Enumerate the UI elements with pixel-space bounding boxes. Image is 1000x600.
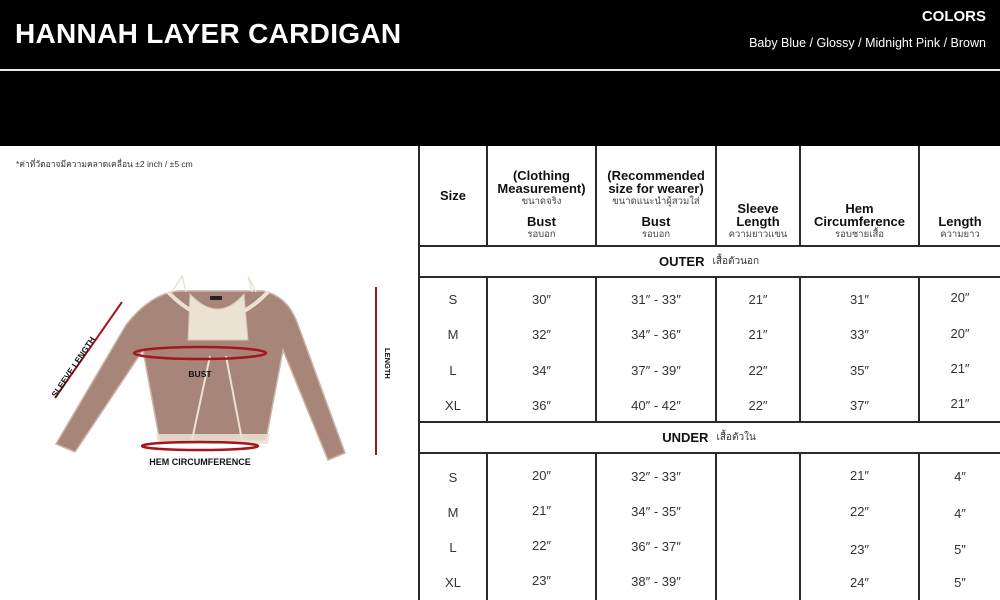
size-chart-table	[418, 146, 1000, 600]
size-cell: M	[447, 504, 459, 520]
length-label: LENGTH	[383, 348, 392, 379]
length-cell: 21″	[950, 395, 970, 411]
hem-marker	[142, 442, 258, 450]
tolerance-note: *ค่าที่วัดอาจมีความคลาดเคลื่อน ±2 inch / ±5 cm	[16, 159, 193, 169]
recommended-bust-cell: 38″ - 39″	[631, 573, 681, 589]
recommended-bust-cell: 40″ - 42″	[631, 397, 681, 413]
length-cell: 20″	[950, 325, 970, 341]
size-cell: S	[448, 291, 458, 307]
colors-list: Baby Blue / Glossy / Midnight Pink / Brown	[749, 36, 986, 50]
sleeve-cell	[717, 529, 799, 563]
cardigan-icon	[56, 276, 345, 460]
bust-cell: 20″	[531, 467, 552, 483]
hem-cell: 33″	[849, 326, 870, 342]
page-header	[0, 0, 1000, 146]
hem-cell: 21″	[849, 467, 870, 483]
clothing-bust-header: (Clothing Measurement) ขนาดจริง Bust รอบอก	[497, 168, 586, 240]
hem-cell: 31″	[849, 291, 870, 307]
length-cell: 5″	[954, 541, 966, 557]
cardigan-measurement-diagram	[0, 270, 420, 490]
sleeve-cell: 21″	[748, 291, 768, 307]
size-column-header: Size	[439, 188, 466, 203]
length-cell: 20″	[950, 289, 970, 305]
recommended-bust-header: (Recommended size for wearer) ขนาดแนะนำผู้สวมใส่ Bust รอบอก	[607, 168, 705, 240]
hem-cell: 24″	[849, 574, 870, 590]
length-cell: 5″	[954, 574, 966, 590]
under-section-label: UNDER เสื้อตัวใน	[662, 430, 756, 445]
recommended-bust-cell: 31″ - 33″	[631, 291, 681, 307]
hem-cell: 35″	[849, 362, 870, 378]
sleeve-cell: 21″	[748, 326, 768, 342]
hem-circumference-label: HEM CIRCUMFERENCE	[149, 457, 251, 467]
size-cell: S	[448, 469, 458, 485]
bust-cell: 21″	[531, 502, 552, 518]
length-cell: 4″	[954, 468, 966, 484]
recommended-bust-cell: 32″ - 33″	[631, 468, 681, 484]
bust-cell: 32″	[531, 326, 552, 342]
bust-label: BUST	[188, 369, 212, 379]
hem-cell: 23″	[849, 541, 870, 557]
recommended-bust-cell: 37″ - 39″	[631, 362, 681, 378]
hem-cell: 37″	[849, 397, 870, 413]
length-header: Length ความยาว	[938, 214, 982, 240]
sleeve-length-label: SLEEVE LENGTH	[49, 334, 98, 400]
size-cell: L	[449, 539, 457, 555]
sleeve-cell	[717, 494, 799, 528]
size-cell: XL	[445, 574, 461, 590]
bust-cell: 23″	[531, 572, 552, 588]
bust-cell: 22″	[531, 537, 552, 553]
colors-label: COLORS	[921, 8, 986, 25]
size-cell: L	[449, 362, 457, 378]
recommended-bust-cell: 34″ - 35″	[631, 503, 681, 519]
length-cell: 21″	[950, 360, 970, 376]
sleeve-cell: 22″	[748, 362, 768, 378]
length-cell: 4″	[954, 505, 966, 521]
product-title: HANNAH LAYER CARDIGAN	[15, 18, 402, 49]
outer-section-label: OUTER เสื้อตัวนอก	[658, 254, 760, 269]
bust-cell: 36″	[531, 397, 552, 413]
hem-circumference-header: Hem Circumference รอบชายเสื้อ	[813, 201, 906, 240]
header-divider	[0, 69, 1000, 71]
sleeve-cell	[717, 564, 799, 598]
size-cell: XL	[445, 397, 461, 413]
sleeve-cell	[717, 459, 799, 493]
size-cell: M	[447, 326, 459, 342]
sleeve-cell: 22″	[748, 397, 768, 413]
hem-cell: 22″	[849, 503, 870, 519]
bust-cell: 30″	[531, 291, 552, 307]
bust-cell: 34″	[531, 362, 552, 378]
recommended-bust-cell: 34″ - 36″	[631, 326, 681, 342]
recommended-bust-cell: 36″ - 37″	[631, 538, 681, 554]
sleeve-length-header: Sleeve Length ความยาวแขน	[728, 201, 788, 240]
